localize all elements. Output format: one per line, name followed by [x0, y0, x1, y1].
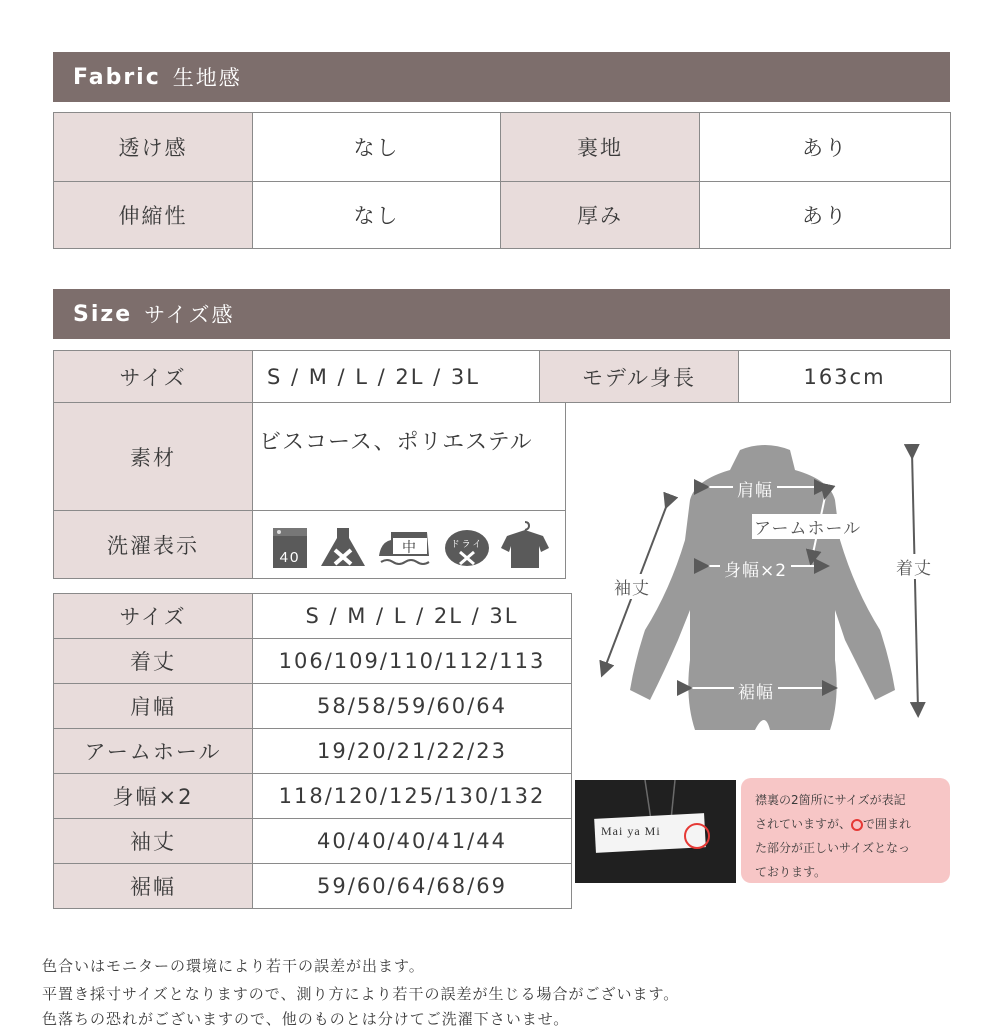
no-bleach-icon [317, 524, 369, 570]
length-arrow [912, 452, 918, 710]
hem-label: 裾幅 [734, 678, 778, 703]
measure-value: 19/20/21/22/23 [253, 729, 572, 774]
armhole-label: アームホール [752, 514, 863, 539]
tag-note-box [741, 778, 950, 883]
wash-40-icon [271, 524, 309, 570]
fabric-label: 伸縮性 [54, 182, 253, 249]
measure-value: 59/60/64/68/69 [253, 864, 572, 909]
fabric-header [53, 52, 950, 102]
fabric-value: あり [700, 113, 951, 182]
measure-label: 裾幅 [54, 864, 253, 909]
measure-label: 身幅×2 [54, 774, 253, 819]
no-dry-clean-icon [443, 524, 491, 570]
fabric-row [54, 113, 951, 182]
svg-text:40: 40 [279, 548, 301, 566]
fabric-label: 裏地 [501, 113, 700, 182]
fabric-value: なし [253, 182, 501, 249]
table-row [54, 864, 572, 909]
fabric-title-jp: 生地感 [172, 66, 242, 90]
table-row [54, 819, 572, 864]
tag-brand: Mai ya Mi [601, 824, 661, 838]
material-value: ビスコース、ポリエステル [253, 403, 566, 511]
size-title-jp: サイズ感 [144, 303, 235, 327]
table-row [54, 684, 572, 729]
fabric-label: 透け感 [54, 113, 253, 182]
fabric-title-en: Fabric [73, 64, 161, 90]
size-header [53, 289, 950, 339]
care-icons [253, 511, 566, 579]
measurement-table [53, 593, 572, 909]
care-label: 洗濯表示 [54, 511, 253, 579]
note-line: 色落ちの恐れがございますので、他のものとは分けてご洗濯下さいませ。 [42, 1010, 570, 1028]
iron-medium-icon [377, 524, 435, 570]
fabric-table [53, 112, 951, 249]
sleeve-label: 袖丈 [612, 574, 652, 599]
table-row [54, 729, 572, 774]
chest-label: 身幅×2 [720, 556, 791, 581]
table-row [54, 594, 572, 639]
tag-note-line: 襟裏の2箇所にサイズが表記 [755, 793, 906, 807]
table-row [54, 639, 572, 684]
measure-value: 40/40/40/41/44 [253, 819, 572, 864]
measure-value: 118/120/125/130/132 [253, 774, 572, 819]
tag-note-line: た部分が正しいサイズとなっ [755, 841, 911, 855]
size-title-en: Size [73, 301, 133, 327]
size-value: S / M / L / 2L / 3L [253, 351, 540, 403]
model-height-label: モデル身長 [540, 351, 739, 403]
note-line: 平置き採寸サイズとなりますので、測り方により若干の誤差が生じる場合がございます。 [42, 985, 680, 1003]
model-height-value: 163cm [739, 351, 951, 403]
shoulder-label: 肩幅 [733, 476, 777, 501]
size-tag-photo [575, 780, 736, 883]
measure-label: 着丈 [54, 639, 253, 684]
measure-label: 肩幅 [54, 684, 253, 729]
measure-label: アームホール [54, 729, 253, 774]
table-row [54, 774, 572, 819]
svg-text:ドライ: ドライ [450, 539, 484, 550]
fabric-value: なし [253, 113, 501, 182]
measure-value: 106/109/110/112/113 [253, 639, 572, 684]
fabric-label: 厚み [501, 182, 700, 249]
hang-dry-icon [499, 520, 551, 570]
material-care-table [53, 402, 566, 579]
fabric-row [54, 182, 951, 249]
tag-note-line: ております。 [755, 865, 827, 879]
material-label: 素材 [54, 403, 253, 511]
fabric-value: あり [700, 182, 951, 249]
size-label: サイズ [54, 351, 253, 403]
tag-note-line: されていますが、 で囲まれ [755, 817, 912, 831]
red-circle-icon [851, 819, 863, 831]
size-model-table [53, 350, 951, 403]
note-line: 色合いはモニターの環境により若干の誤差が出ます。 [42, 957, 425, 975]
svg-text:中: 中 [402, 539, 418, 556]
length-label: 着丈 [894, 554, 934, 579]
measure-value: S / M / L / 2L / 3L [253, 594, 572, 639]
measure-value: 58/58/59/60/64 [253, 684, 572, 729]
measure-label: 袖丈 [54, 819, 253, 864]
measure-label: サイズ [54, 594, 253, 639]
